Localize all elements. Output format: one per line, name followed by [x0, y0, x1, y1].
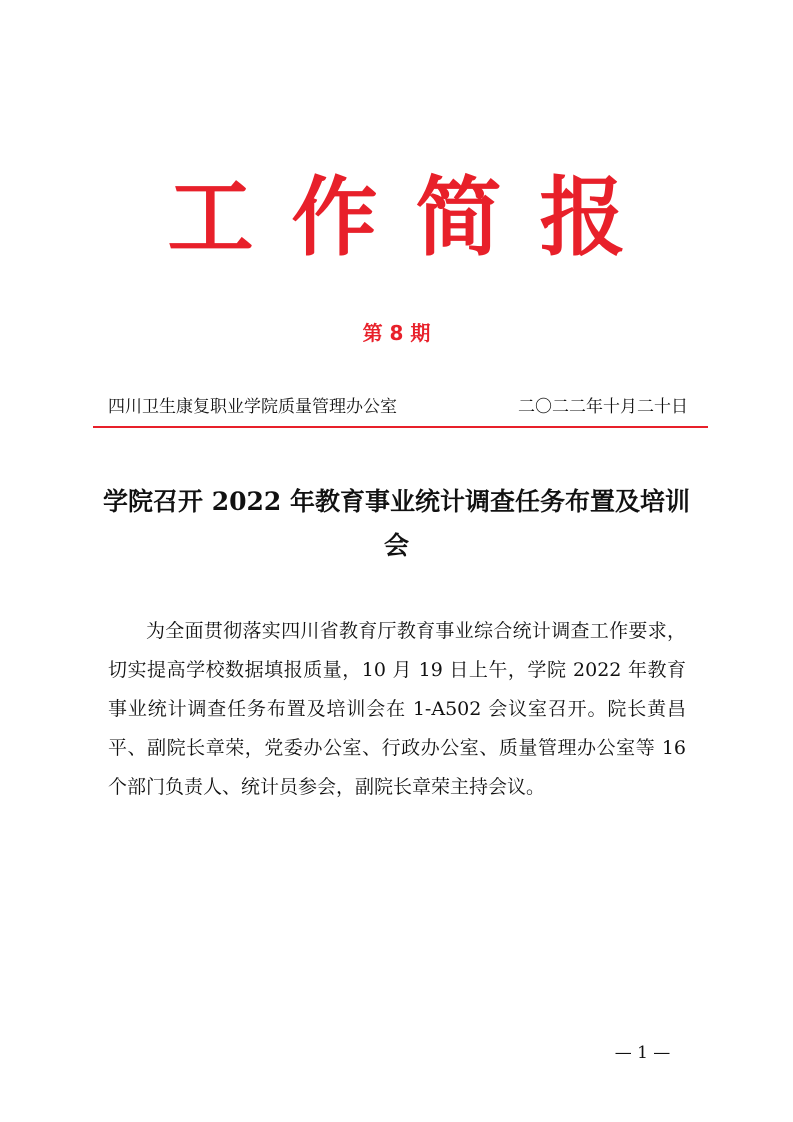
issuing-office: 四川卫生康复职业学院质量管理办公室: [108, 397, 397, 417]
issue-date: 二〇二二年十月二十日: [518, 397, 688, 417]
page-number: — 1 —: [614, 1043, 671, 1063]
masthead-title: 工作简报: [167, 168, 664, 268]
header-row: [108, 392, 688, 422]
red-divider: [93, 426, 708, 428]
issue-number: 第 8 期: [362, 321, 431, 345]
article-headline: 学院召开 2022 年教育事业统计调查任务布置及培训会: [103, 487, 690, 560]
article-body: 为全面贯彻落实四川省教育厅教育事业综合统计调查工作要求，切实提高学校数据填报质量，10 月 19 日上午，学院 2022 年教育事业统计调查任务布置及培训会在 1-A502 会议室召开。院长黄昌平、副院长章荣，党委办公室、行政办公室、质量管理办公室等 16 个部门负责人、统计员参会，副院长章荣主持会议。: [108, 620, 686, 798]
